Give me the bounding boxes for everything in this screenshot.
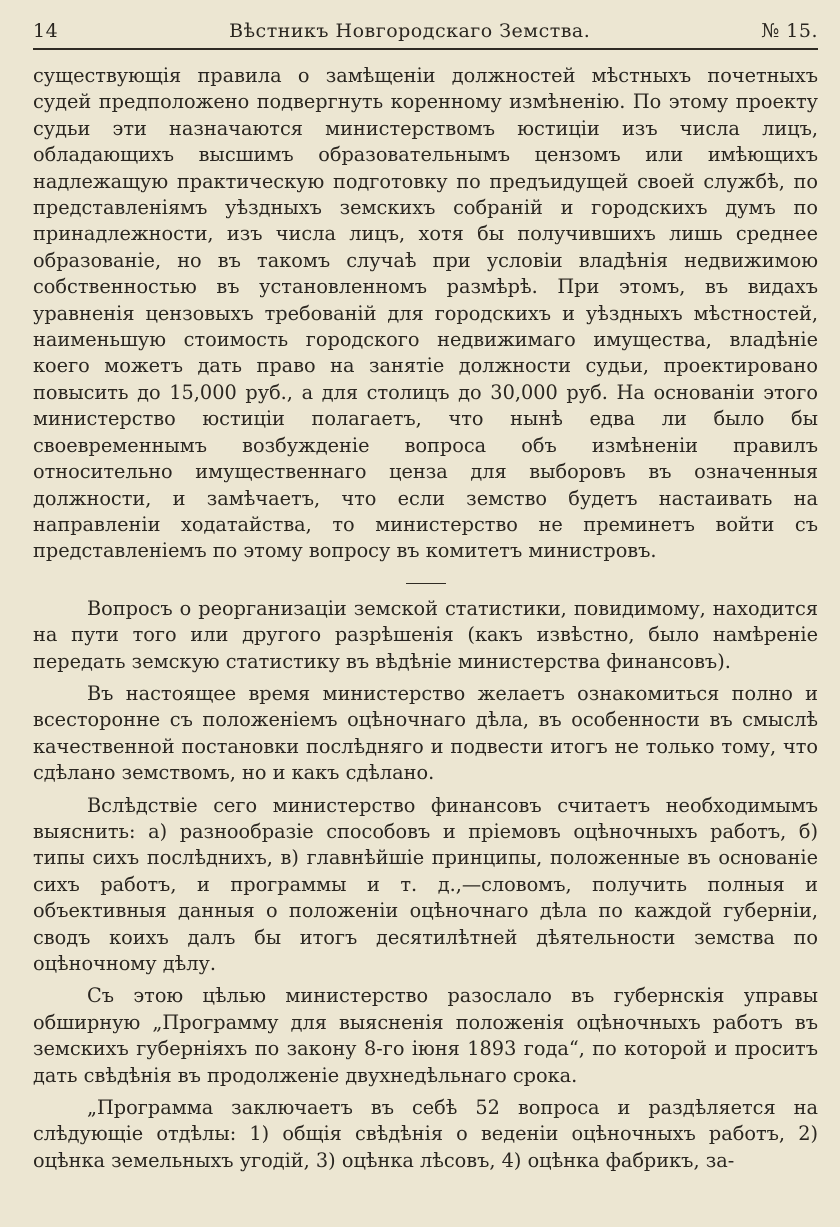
section-divider — [406, 583, 446, 584]
paragraph: Вопросъ о реорганизаціи земской статистики, повидимому, находится на пути того или другого разрѣшенія (какъ извѣстно, было намѣреніе передать земскую статистику въ вѣдѣніе министерства финансовъ). — [33, 596, 818, 673]
journal-title: Вѣстникъ Новгородскаго Земства. — [229, 20, 591, 42]
header-rule — [33, 48, 818, 50]
body-text — [33, 63, 818, 1174]
paragraph: „Программа заключаетъ въ себѣ 52 вопроса и раздѣляется на слѣдующіе отдѣлы: 1) общія свѣдѣнія о веденіи оцѣночныхъ работъ, 2) оцѣнка земельныхъ угодій, 3) оцѣнка лѣсовъ, 4) оцѣнка фабрикъ, за- — [33, 1096, 818, 1172]
paragraph: Въ настоящее время министерство желаетъ ознакомиться полно и всесторонне съ положеніемъ оцѣночнаго дѣла, въ особенности въ смыслѣ качественной постановки послѣдняго и подвести итогъ не только тому, что сдѣлано земствомъ, но и какъ сдѣлано. — [33, 681, 818, 785]
paragraph: Съ этою цѣлью министерство разослало въ губернскія управы обширную „Программу для выясненія положенія оцѣночныхъ работъ въ земскихъ губерніяхъ по закону 8-го іюня 1893 года“, по которой и проситъ дать свѣдѣнія въ продолженіе двухнедѣльнаго срока. — [33, 984, 818, 1087]
page-number: 14 — [33, 20, 59, 42]
issue-number: № 15. — [761, 20, 818, 42]
paragraph: Вслѣдствіе сего министерство финансовъ считаетъ необходимымъ выяснить: а) разнообразіе способовъ и пріемовъ оцѣночныхъ работъ, б) типы сихъ послѣднихъ, в) главнѣйшіе принципы, положенные въ основаніе сихъ работъ, и программы и т. д.,—словомъ, получить полныя и объективныя данныя о положеніи оцѣночнаго дѣла по каждой губерніи, сводъ коихъ далъ бы итогъ десятилѣтней дѣятельности земства по оцѣночному дѣлу. — [33, 793, 818, 975]
paragraph-continued: существующія правила о замѣщеніи должностей мѣстныхъ почетныхъ судей предположено подвергнуть коренному измѣненію. По этому проекту судьи эти назначаются министерствомъ юстиціи изъ числа лицъ, обладающихъ высшимъ образовательнымъ цензомъ или имѣющихъ надлежащую практическую подготовку по предъидущей своей службѣ, по представленіямъ уѣздныхъ земскихъ собраній и городскихъ думъ по принадлежности, изъ числа лицъ, хотя бы получившихъ лишь среднее образованіе, но въ такомъ случаѣ при условіи владѣнія недвижимою собственностью въ установленномъ размѣрѣ. При этомъ, въ видахъ уравненія цензовыхъ требованій для городскихъ и уѣздныхъ мѣстностей, наименьшую стоимость городского недвижимаго имущества, владѣніе коего можетъ дать право на занятіе должности судьи, проектировано повысить до 15,000 руб., а для столицъ до 30,000 руб. На основаніи этого министерство юстиціи полагаетъ, что нынѣ едва ли было бы своевременнымъ возбужденіе вопроса объ измѣненіи правилъ относительно имущественнаго ценза для выборовъ въ означенныя должности, и замѣчаетъ, что если земство будетъ настаивать на направленіи ходатайства, то министерство не преминетъ войти съ представленіемъ по этому вопросу въ комитетъ министровъ. — [33, 64, 818, 563]
running-header — [33, 20, 818, 42]
